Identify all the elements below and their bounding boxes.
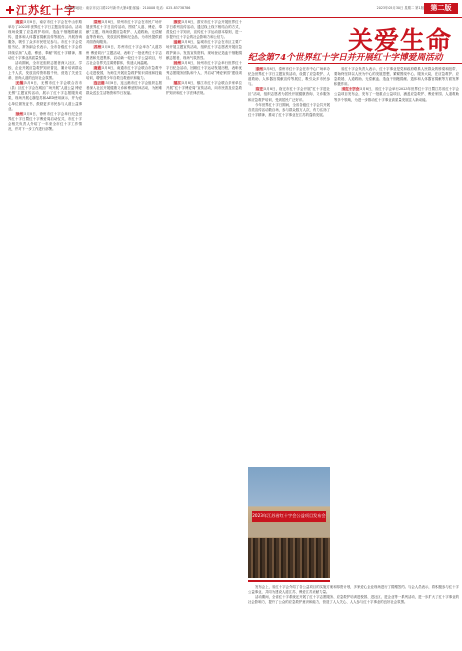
article-paragraph bbox=[334, 87, 459, 102]
article-paragraph bbox=[86, 66, 162, 81]
paragraph-text: 5月8日，徐州市红十字会举行纪念世界红十字日暨红十字博爱周启动仪式，市红十字会相关负责人介绍了一年来全市红十字工作情况，并对下一步工作进行部署。 bbox=[8, 111, 82, 131]
paragraph-text: 省红十字会负责人表示，红十字事业是党和政府联系人民群众的桥梁和纽带，要始终坚持以人民为中心的发展思想，紧紧围绕中心、服务大局，在应急救护、应急救援、人道救助、无偿献血、造血干细胞捐献、遗体和人体器官捐献等方面发挥积极作用。 bbox=[334, 67, 459, 87]
city-keyword: 南京 bbox=[16, 20, 24, 24]
paragraph-text: 5月8日，盐城市红十字会在市区主要广场开展主题宣传活动，组织红十字志愿者开展应急救护演示、发放宣传资料、现场登记造血干细胞捐献志愿者，现场气氛热烈。 bbox=[166, 40, 242, 60]
article-paragraph bbox=[86, 45, 162, 65]
paragraph-text: 5月8日，苏州市红十字会举办“人道苏州 博爱同行”主题活动，表彰了一批优秀红十字志愿者和先进集体，启动新一轮红十字公益项目，号召社会各界关注弱势群体，传递人间温暖。 bbox=[86, 45, 162, 65]
photo-caption-bar bbox=[248, 580, 330, 582]
city-keyword: 常州 bbox=[94, 20, 101, 24]
logo-text: 江苏红十字 bbox=[16, 4, 76, 17]
photo-banner-text: 2023年江苏省红十字会公益项目发布会 bbox=[252, 513, 326, 518]
city-keyword: 无锡 bbox=[16, 81, 24, 86]
paragraph-text: 5月8日，淮安市红十字会开展世界红十字日系列宣传活动，通过线上线下相结合的方式，普及红十字知识，宣传红十字运动基本原则，进一步提升红十字会的社会影响力和公信力。 bbox=[166, 20, 242, 40]
city-keyword: 连云港 bbox=[94, 81, 105, 86]
city-keyword: 省红十字会 bbox=[342, 87, 360, 92]
masthead bbox=[0, 0, 462, 18]
article-paragraph bbox=[334, 67, 459, 87]
paragraph-text: 5月8日，常州市红十字会在市民广场开展世界红十字日宣传活动，围绕“人道、博爱、奉献”主题，现场设置应急救护、人道救助、无偿献血等咨询台，发放宣传册和纪念品，为市民提供面对面咨询服务。 bbox=[86, 20, 162, 45]
paragraph-text: 发布会上，省红十字会介绍了各公益项目的实施方案和募资计划，多家爱心企业现场进行了捐赠签约。与会人员表示，将积极参与红十字公益事业，共同为建设人道江苏、博爱江苏贡献力量。 bbox=[248, 585, 459, 595]
paragraph-text: 活动期间，全省红十字系统还开展了红十字志愿服务、应急救护培训进校园、进社区、进企业等一系列活动，进一步扩大了红十字事业的社会影响力，提升了公众的应急救护意识和能力，营造了人人关心、人人参与红十字事业的良好社会氛围。 bbox=[248, 595, 459, 605]
article-paragraph bbox=[86, 81, 162, 96]
city-keyword: 盐城 bbox=[174, 40, 181, 45]
paragraph-text: 5月8日，扬州市红十字会举行世界红十字日纪念活动，回顾红十字运动发展历程，表彰优秀志愿服务团队和个人，并启动“博爱家园”建设项目。 bbox=[166, 60, 242, 81]
event-photo bbox=[248, 467, 330, 578]
page-label: 第二版 bbox=[424, 3, 458, 14]
paragraph-text: 5月8日，镇江市红十字会联合多家单位开展“红十字博爱周”宣传活动，向市民普及应急救护知识和红十字法律法规。 bbox=[166, 81, 242, 96]
article-paragraph bbox=[166, 61, 242, 81]
article-paragraph bbox=[248, 103, 330, 118]
red-cross-icon bbox=[6, 6, 14, 14]
article-column-1 bbox=[8, 20, 82, 648]
city-keyword: 徐州 bbox=[16, 111, 24, 116]
masthead-info: 编辑部地址：南京市汉口路22号新华大厦4楼 邮编：210008 电话：025-83738786 bbox=[66, 6, 191, 10]
photo-crowd bbox=[248, 538, 330, 578]
paragraph-text: 活动期间，全市还组织志愿者深入社区、学校、企业开展应急救护知识普及，累计培训群众上千人次，发放宣传资料数千份，营造了关爱生命、崇尚人道的良好社会氛围。 bbox=[8, 60, 82, 81]
article-paragraph bbox=[248, 585, 459, 595]
masthead-date: 2023年05月30日 星期二 第1版 bbox=[376, 6, 424, 10]
paragraph-text: 5月8日，宿迁市红十字会开展“红十字进社区”活动，组织志愿者为居民开展健康咨询、义诊服务和应急救护培训，受到居民广泛好评。 bbox=[248, 87, 330, 102]
city-keyword: 镇江 bbox=[174, 81, 181, 86]
article-paragraph bbox=[8, 112, 82, 132]
article-column-2 bbox=[86, 20, 162, 648]
article-paragraph bbox=[8, 81, 82, 112]
article-paragraph bbox=[248, 595, 459, 605]
paragraph-text: 今年世界红十字日期间，全省各级红十字会共开展各类宣传活动数百场，参与群众数万人次，有力弘扬了红十字精神，推动了红十字事业在江苏的蓬勃发展。 bbox=[248, 102, 330, 117]
paragraph-text: 5月8日，无锡市红十字会联合各市（县）区红十字会在城区广场开展“人道公益 博爱无锡”主题宣传活动，展示了红十字志愿服务成果，现场开展心肺复苏和AED使用演示，并为爱心单位颁发证书，鼓励更多市民参与人道公益事业。 bbox=[8, 81, 82, 111]
paragraph-text: 5月8日，南京市红十字会在中山东路举办了2023年世界红十字日主题宣传活动。活动现场设置了应急救护培训、造血干细胞捐献宣传、遗体和人体器官捐献宣传等展台，开展咨询服务，吸引了众多市民驻足参与。市红十字会党组书记、常务副会长表示，全市各级红十字会将持续弘扬“人道、博爱、奉献”的红十字精神，推动红十字事业高质量发展。 bbox=[8, 20, 82, 60]
article-paragraph bbox=[248, 67, 330, 87]
article-column-4 bbox=[248, 67, 330, 463]
paragraph-text: 5月8日，泰州市红十字会在市中心广场举办纪念世界红十字日主题宣传活动，设置了应急救护、人道救助、人体器官捐献宣传等展位，吸引众多市民参与。 bbox=[248, 67, 330, 87]
city-keyword: 淮安 bbox=[174, 20, 181, 24]
article-column-5 bbox=[334, 67, 459, 577]
article-column-6 bbox=[248, 585, 459, 648]
article-paragraph bbox=[86, 20, 162, 45]
paragraph-text: 5月8日，连云港市红十字会组织志愿者深入社区开展健康义诊和博爱慰问活动，为困难群众送去生活物资和节日祝福。 bbox=[86, 81, 162, 96]
city-keyword: 南通 bbox=[94, 65, 101, 70]
article-paragraph bbox=[8, 20, 82, 61]
city-keyword: 宿迁 bbox=[256, 87, 264, 92]
article-paragraph bbox=[8, 61, 82, 81]
subtitle: 纪念第74个世界红十字日并开展红十字博爱周活动 bbox=[248, 53, 443, 63]
paragraph-text: 5月8日，省红十字会举行2023年世界红十字日暨江苏省红十字会公益项目发布会，发布了一批重点公益项目，涵盖应急救护、博爱家园、人道救助等多个领域，为进一步推动红十字事业高质量发展注入新动能。 bbox=[334, 87, 459, 102]
article-paragraph bbox=[166, 40, 242, 60]
city-keyword: 泰州 bbox=[256, 67, 263, 71]
city-keyword: 扬州 bbox=[174, 60, 181, 65]
paragraph-text: 5月8日，南通市红十字会联合市急救中心走进校园，为师生开展应急救护知识讲座和技能培训，增强青少年自救互救意识和能力。 bbox=[86, 65, 162, 81]
article-paragraph bbox=[166, 20, 242, 40]
subtitle-divider bbox=[248, 63, 462, 64]
article-paragraph bbox=[166, 81, 242, 96]
article-column-3 bbox=[166, 20, 242, 648]
photo-stage bbox=[248, 523, 330, 537]
headline: 关爱生命 bbox=[347, 26, 452, 55]
article-paragraph bbox=[248, 87, 330, 102]
city-keyword: 苏州 bbox=[94, 45, 102, 50]
